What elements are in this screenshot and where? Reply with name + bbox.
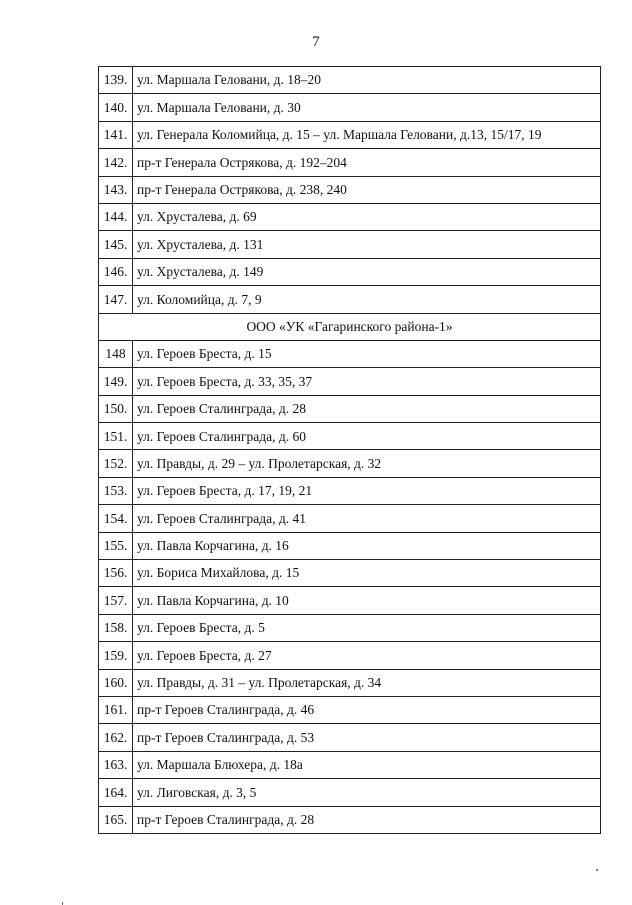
table-row bbox=[99, 340, 601, 367]
section-title: ООО «УК «Гагаринского района-1» bbox=[99, 313, 601, 340]
row-address: ул. Хрусталева, д. 69 bbox=[133, 203, 601, 230]
row-number: 140. bbox=[99, 94, 133, 121]
row-address: ул. Правды, д. 31 – ул. Пролетарская, д. 34 bbox=[133, 669, 601, 696]
row-number: 159. bbox=[99, 642, 133, 669]
row-address: ул. Бориса Михайлова, д. 15 bbox=[133, 560, 601, 587]
row-address: пр-т Героев Сталинграда, д. 53 bbox=[133, 724, 601, 751]
row-number: 144. bbox=[99, 203, 133, 230]
row-number: 161. bbox=[99, 696, 133, 723]
row-address: ул. Героев Сталинграда, д. 60 bbox=[133, 423, 601, 450]
row-address: ул. Героев Бреста, д. 17, 19, 21 bbox=[133, 477, 601, 504]
row-number: 155. bbox=[99, 532, 133, 559]
row-number: 149. bbox=[99, 368, 133, 395]
address-table bbox=[98, 66, 601, 834]
table-row bbox=[99, 669, 601, 696]
row-address: ул. Лиговская, д. 3, 5 bbox=[133, 779, 601, 806]
row-number: 148 bbox=[99, 340, 133, 367]
table-row bbox=[99, 67, 601, 94]
row-number: 157. bbox=[99, 587, 133, 614]
table-row bbox=[99, 477, 601, 504]
row-number: 153. bbox=[99, 477, 133, 504]
row-address: ул. Генерала Коломийца, д. 15 – ул. Маршала Геловани, д.13, 15/17, 19 bbox=[133, 121, 601, 148]
table-row bbox=[99, 751, 601, 778]
row-address: пр-т Героев Сталинграда, д. 46 bbox=[133, 696, 601, 723]
row-number: 146. bbox=[99, 258, 133, 285]
row-address: ул. Героев Сталинграда, д. 41 bbox=[133, 505, 601, 532]
row-address: ул. Маршала Блюхера, д. 18а bbox=[133, 751, 601, 778]
row-number: 141. bbox=[99, 121, 133, 148]
row-number: 143. bbox=[99, 176, 133, 203]
row-number: 164. bbox=[99, 779, 133, 806]
row-number: 165. bbox=[99, 806, 133, 833]
table-row bbox=[99, 94, 601, 121]
row-number: 156. bbox=[99, 560, 133, 587]
table-row bbox=[99, 614, 601, 641]
row-address: ул. Героев Бреста, д. 5 bbox=[133, 614, 601, 641]
row-address: ул. Героев Бреста, д. 27 bbox=[133, 642, 601, 669]
row-address: ул. Павла Корчагина, д. 10 bbox=[133, 587, 601, 614]
table-row bbox=[99, 176, 601, 203]
table-row bbox=[99, 258, 601, 285]
table-row bbox=[99, 203, 601, 230]
table-row bbox=[99, 642, 601, 669]
table-row bbox=[99, 724, 601, 751]
row-address: пр-т Генерала Острякова, д. 238, 240 bbox=[133, 176, 601, 203]
row-number: 162. bbox=[99, 724, 133, 751]
row-address: пр-т Героев Сталинграда, д. 28 bbox=[133, 806, 601, 833]
row-address: пр-т Генерала Острякова, д. 192–204 bbox=[133, 149, 601, 176]
table-row bbox=[99, 149, 601, 176]
row-number: 142. bbox=[99, 149, 133, 176]
row-address: ул. Павла Корчагина, д. 16 bbox=[133, 532, 601, 559]
row-number: 145. bbox=[99, 231, 133, 258]
section-header-row bbox=[99, 313, 601, 340]
row-address: ул. Правды, д. 29 – ул. Пролетарская, д. 32 bbox=[133, 450, 601, 477]
table-row bbox=[99, 560, 601, 587]
row-address: ул. Маршала Геловани, д. 18–20 bbox=[133, 67, 601, 94]
table-row bbox=[99, 121, 601, 148]
table-row bbox=[99, 286, 601, 313]
page-number: 7 bbox=[312, 34, 320, 50]
row-address: ул. Хрусталева, д. 131 bbox=[133, 231, 601, 258]
row-address: ул. Маршала Геловани, д. 30 bbox=[133, 94, 601, 121]
row-address: ул. Героев Бреста, д. 15 bbox=[133, 340, 601, 367]
scan-speck bbox=[596, 869, 598, 871]
table-row bbox=[99, 368, 601, 395]
row-number: 139. bbox=[99, 67, 133, 94]
row-address: ул. Хрусталева, д. 149 bbox=[133, 258, 601, 285]
table-row bbox=[99, 423, 601, 450]
table-row bbox=[99, 532, 601, 559]
row-number: 160. bbox=[99, 669, 133, 696]
row-number: 154. bbox=[99, 505, 133, 532]
row-number: 163. bbox=[99, 751, 133, 778]
table-row bbox=[99, 806, 601, 833]
row-address: ул. Героев Бреста, д. 33, 35, 37 bbox=[133, 368, 601, 395]
table-row bbox=[99, 450, 601, 477]
address-table-body bbox=[99, 67, 601, 834]
row-number: 150. bbox=[99, 395, 133, 422]
row-number: 151. bbox=[99, 423, 133, 450]
table-row bbox=[99, 395, 601, 422]
table-row bbox=[99, 231, 601, 258]
table-row bbox=[99, 587, 601, 614]
row-number: 152. bbox=[99, 450, 133, 477]
row-address: ул. Героев Сталинграда, д. 28 bbox=[133, 395, 601, 422]
row-address: ул. Коломийца, д. 7, 9 bbox=[133, 286, 601, 313]
row-number: 147. bbox=[99, 286, 133, 313]
table-row bbox=[99, 779, 601, 806]
table-row bbox=[99, 696, 601, 723]
table-row bbox=[99, 505, 601, 532]
row-number: 158. bbox=[99, 614, 133, 641]
